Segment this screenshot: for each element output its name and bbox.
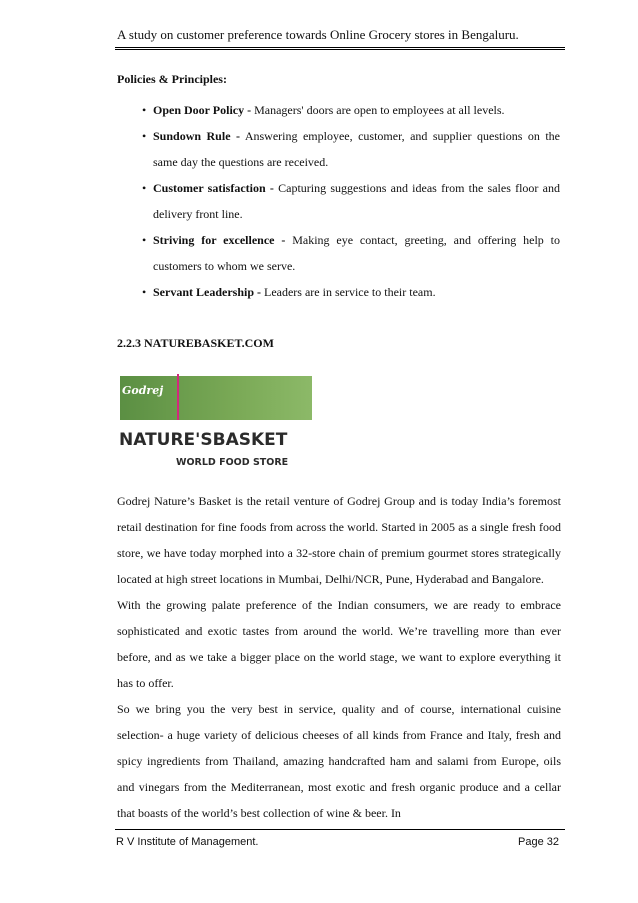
policy-item	[142, 279, 560, 305]
policy-text: Answering employee, customer, and supplier questions on the same day the questions are received.	[153, 129, 560, 169]
footer-rule	[115, 829, 565, 830]
footer-institute: R V Institute of Management.	[116, 836, 259, 848]
logo-pink-stripe	[177, 374, 179, 420]
paragraph: With the growing palate preference of the Indian consumers, we are ready to embrace sophisticated and exotic tastes from around the world. We’re travelling more than ever before, and as we take a bigger place on the world stage, we want to explore everything it has to offer.	[117, 598, 561, 690]
policy-text: Making eye contact, greeting, and offering help to customers to whom we serve.	[153, 233, 560, 273]
body-text	[117, 488, 561, 826]
policies-list	[142, 97, 560, 305]
policy-item	[142, 97, 560, 123]
bullet-icon: •	[142, 285, 147, 299]
header-rule-double	[115, 49, 565, 50]
natures-basket-logo	[117, 374, 312, 474]
policy-term: Sundown Rule -	[153, 129, 240, 143]
paragraph: So we bring you the very best in service, quality and of course, international cuisine selection- a huge variety of delicious cheeses of all kinds from France and Italy, fresh and spicy ingredients from Thailand, amazing handcrafted ham and salami from Europe, oils and vinegars from the Mediterranean, most exotic and fresh organic produce and a cellar that boasts of the world’s best collection of wine & beer. In	[117, 702, 561, 820]
policy-item	[142, 227, 560, 279]
page-number: Page 32	[518, 836, 559, 848]
logo-wordmark: NATURE'SBASKET	[119, 430, 288, 450]
bullet-icon: •	[142, 129, 147, 143]
bullet-icon: •	[142, 181, 147, 195]
logo-tagline: WORLD FOOD STORE	[176, 457, 289, 468]
policy-item	[142, 123, 560, 175]
policy-text: Managers' doors are open to employees at all levels.	[251, 103, 505, 117]
policies-heading: Policies & Principles:	[117, 72, 227, 86]
bullet-icon: •	[142, 233, 147, 247]
policy-term: Striving for excellence -	[153, 233, 286, 247]
policy-term: Servant Leadership -	[153, 285, 261, 299]
header-rule	[115, 47, 565, 48]
paragraph: Godrej Nature’s Basket is the retail venture of Godrej Group and is today India’s foremost retail destination for fine foods from across the world. Started in 2005 as a single fresh food store, we have today morphed into a 32-store chain of premium gourmet stores strategically located at high street locations in Mumbai, Delhi/NCR, Pune, Hyderabad and Bangalore.	[117, 494, 561, 586]
policy-item	[142, 175, 560, 227]
policy-text: Capturing suggestions and ideas from the sales floor and delivery front line.	[153, 181, 560, 221]
section-heading: 2.2.3 NATUREBASKET.COM	[117, 336, 274, 350]
policy-term: Customer satisfaction -	[153, 181, 274, 195]
logo-green-band	[120, 376, 312, 420]
page-header-title: A study on customer preference towards Online Grocery stores in Bengaluru.	[117, 27, 519, 42]
bullet-icon: •	[142, 103, 147, 117]
godrej-brand-mark: Godrej	[122, 384, 164, 397]
policy-text: Leaders are in service to their team.	[261, 285, 436, 299]
policy-term: Open Door Policy -	[153, 103, 252, 117]
